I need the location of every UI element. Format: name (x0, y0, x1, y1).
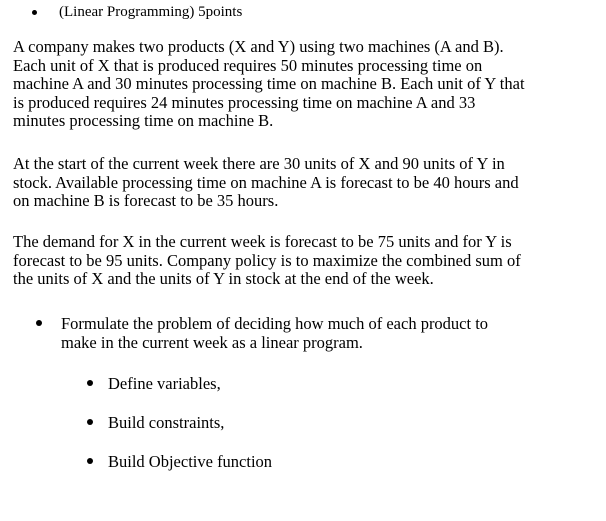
bullet-icon (87, 380, 93, 386)
bullet-icon (87, 458, 93, 464)
task-text: Formulate the problem of deciding how much of each product to make in the current week as a linear program. (61, 314, 489, 352)
task-bullet-item (36, 314, 561, 352)
subtask-label: Define variables, (108, 374, 221, 393)
subtask-item-build-objective (87, 452, 272, 471)
subtask-item-define-variables (87, 374, 221, 393)
bullet-icon (87, 419, 93, 425)
question-heading: (Linear Programming) 5points (59, 4, 243, 20)
bullet-icon (32, 10, 37, 15)
subtask-label: Build constraints, (108, 413, 225, 432)
paragraph-demand-and-policy: The demand for X in the current week is forecast to be 75 units and for Y is forecast to be 95 units. Company policy is to maximize the combined sum of the units of X and the units of Y in stock at the end of the week. (13, 232, 521, 288)
subtask-item-build-constraints (87, 413, 224, 432)
bullet-icon (36, 320, 42, 326)
heading-bullet-item (32, 4, 242, 21)
subtask-label: Build Objective function (108, 452, 273, 471)
paragraph-stock-and-capacity: At the start of the current week there are 30 units of X and 90 units of Y in stock. Available processing time on machine A is forecast to be 40 hours and on machine B is forecast to be 35 hours. (13, 154, 519, 210)
paragraph-problem-description: A company makes two products (X and Y) using two machines (A and B). Each unit of X that is produced requires 50 minutes processing time on machine A and 30 minutes processing time on machine B. Each unit of Y that is produced requires 24 minutes processing time on machine A and 33 minutes processing time on machine B. (13, 37, 525, 130)
